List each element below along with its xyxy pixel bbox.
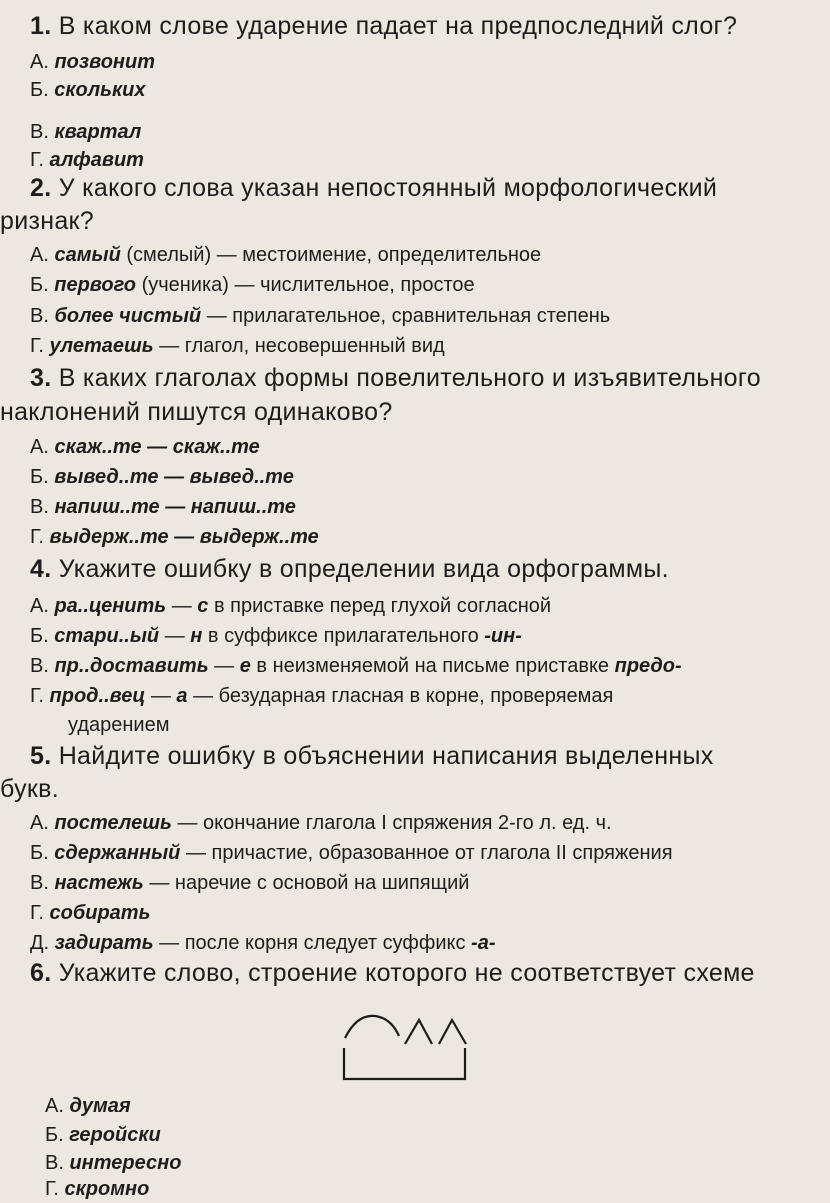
question-2-line2 — [0, 205, 820, 238]
option-text: (ученика) — числительное, простое — [141, 274, 475, 296]
q3-option-a — [30, 433, 820, 461]
option-word: ра..ценить — [54, 595, 167, 617]
option-text: — окончание глагола I спряжения 2-го л. ед. ч. — [177, 812, 612, 834]
q6-option-c — [45, 1149, 830, 1177]
question-5-text: Найдите ошибку в объяснении написания выделенных — [58, 742, 714, 770]
option-letter: Г. — [30, 526, 44, 548]
option-word: алфавит — [49, 149, 144, 171]
option-word: самый — [54, 244, 121, 266]
word-structure-scheme — [335, 1010, 475, 1085]
question-2-text-cont: ризнак? — [0, 207, 94, 235]
option-letter: Б. — [30, 466, 49, 488]
option-text: — причастие, образованное от глагола II спряжения — [185, 842, 673, 864]
option-word: вывед..те — вывед..те — [54, 466, 294, 488]
option-text: в неизменяемой на письме приставке — [256, 655, 610, 677]
q1-option-a — [30, 48, 820, 76]
q6-option-b — [45, 1121, 830, 1149]
option-letter: Г. — [30, 335, 44, 357]
option-word: более чистый — [54, 305, 202, 327]
q3-option-d — [30, 523, 820, 551]
option-letter: В. — [30, 655, 49, 677]
option-text: в приставке перед глухой согласной — [213, 595, 552, 617]
option-letter: Г. — [30, 149, 44, 171]
option-letter: Б. — [45, 1124, 64, 1146]
option-dash: — — [164, 625, 185, 647]
question-3-text: В каких глаголах формы повелительного и изъявительного — [58, 364, 761, 392]
option-letter: Б. — [30, 79, 49, 101]
option-word: пр..доставить — [54, 655, 209, 677]
question-3-text-cont: наклонений пишутся одинаково? — [0, 398, 393, 426]
stem-bracket — [344, 1048, 465, 1079]
option-key-letter: н — [190, 625, 203, 647]
question-6-text: Укажите слово, строение которого не соответствует схеме — [58, 959, 755, 987]
q4-option-a — [30, 592, 820, 620]
option-letter: А. — [30, 51, 49, 73]
q1-option-d — [30, 146, 820, 174]
option-key-letter: е — [239, 655, 251, 677]
option-key-letter: с — [197, 595, 209, 617]
option-prefix: предо- — [614, 655, 682, 677]
question-3-number: 3. — [30, 364, 52, 392]
question-4 — [30, 553, 830, 586]
option-letter: Г. — [45, 1178, 59, 1200]
option-word: скаж..те — скаж..те — [54, 436, 260, 458]
option-word: скольких — [54, 79, 146, 101]
option-letter: В. — [45, 1152, 64, 1174]
suffix-mark-2 — [439, 1020, 466, 1044]
q1-option-b — [30, 76, 820, 104]
option-dash: — — [150, 685, 171, 707]
q2-option-a — [30, 241, 820, 269]
option-word: прод..вец — [49, 685, 146, 707]
option-letter: А. — [30, 436, 49, 458]
q5-option-a — [30, 809, 820, 837]
question-3-line2 — [0, 396, 820, 429]
question-1-text: В каком слове ударение падает на предпоследний слог? — [58, 12, 738, 40]
q5-option-d — [30, 899, 820, 927]
option-text: в суффиксе прилагательного — [207, 625, 479, 647]
question-2-number: 2. — [30, 174, 52, 202]
question-4-number: 4. — [30, 555, 52, 583]
q3-option-b — [30, 463, 820, 491]
question-2-text: У какого слова указан непостоянный морфологический — [58, 174, 718, 202]
option-letter: В. — [30, 121, 49, 143]
option-text: — наречие с основой на шипящий — [149, 872, 470, 894]
question-5-line2 — [0, 773, 820, 806]
root-arc — [345, 1016, 399, 1038]
option-suffix: -ин- — [484, 625, 522, 647]
question-1-number: 1. — [30, 12, 52, 40]
q2-option-c — [30, 302, 820, 330]
option-word: стари..ый — [54, 625, 160, 647]
option-letter: Г. — [30, 902, 44, 924]
option-word: сдержанный — [54, 842, 181, 864]
q5-option-b — [30, 839, 820, 867]
question-2 — [30, 172, 830, 205]
suffix-mark-1 — [405, 1020, 432, 1044]
q2-option-b — [30, 271, 820, 299]
option-letter: Б. — [30, 274, 49, 296]
option-word: первого — [54, 274, 136, 296]
question-4-text: Укажите ошибку в определении вида орфограммы. — [58, 555, 669, 583]
option-letter: Б. — [30, 842, 49, 864]
option-letter: А. — [30, 595, 49, 617]
q4-option-d-line2 — [68, 711, 830, 739]
option-letter: В. — [30, 496, 49, 518]
option-word: квартал — [54, 121, 142, 143]
option-word: выдерж..те — выдерж..те — [49, 526, 319, 548]
option-text: — прилагательное, сравнительная степень — [206, 305, 611, 327]
question-3 — [30, 362, 830, 395]
q4-option-c — [30, 652, 820, 680]
option-word: настежь — [54, 872, 144, 894]
q6-option-d — [45, 1175, 830, 1203]
option-letter: А. — [30, 812, 49, 834]
option-word: задирать — [54, 932, 154, 954]
option-text: (смелый) — местоимение, определительное — [126, 244, 542, 266]
option-letter: А. — [30, 244, 49, 266]
option-letter: В. — [30, 872, 49, 894]
question-5-number: 5. — [30, 742, 52, 770]
option-word: собирать — [49, 902, 151, 924]
option-letter: А. — [45, 1095, 64, 1117]
option-letter: Б. — [30, 625, 49, 647]
option-text-cont: ударением — [68, 714, 170, 736]
option-word: постелешь — [54, 812, 172, 834]
option-word: напиш..те — напиш..те — [54, 496, 296, 518]
option-dash: — — [171, 595, 192, 617]
option-letter: Г. — [30, 685, 44, 707]
option-letter: Д. — [30, 932, 50, 954]
question-6 — [30, 957, 830, 990]
question-5-text-cont: букв. — [0, 775, 59, 803]
option-text: — после корня следует суффикс — [159, 932, 466, 954]
question-6-number: 6. — [30, 959, 52, 987]
option-text: — глагол, несовершенный вид — [159, 335, 445, 357]
option-dash: — — [214, 655, 235, 677]
option-word: интересно — [69, 1152, 182, 1174]
option-text: — безударная гласная в корне, проверяемая — [193, 685, 614, 707]
option-letter: В. — [30, 305, 49, 327]
q4-option-b — [30, 622, 820, 650]
option-suffix: -а- — [471, 932, 496, 954]
option-word: скромно — [64, 1178, 150, 1200]
q5-option-e — [30, 929, 820, 957]
option-word: улетаешь — [49, 335, 154, 357]
option-key-letter: а — [176, 685, 188, 707]
question-5 — [30, 740, 830, 773]
q6-option-a — [45, 1092, 830, 1120]
q1-option-c — [30, 118, 820, 146]
q2-option-d — [30, 332, 820, 360]
option-word: геройски — [69, 1124, 161, 1146]
option-word: позвонит — [54, 51, 155, 73]
q3-option-c — [30, 493, 820, 521]
q5-option-c — [30, 869, 820, 897]
question-1 — [30, 10, 830, 43]
q4-option-d — [30, 682, 820, 710]
option-word: думая — [69, 1095, 131, 1117]
